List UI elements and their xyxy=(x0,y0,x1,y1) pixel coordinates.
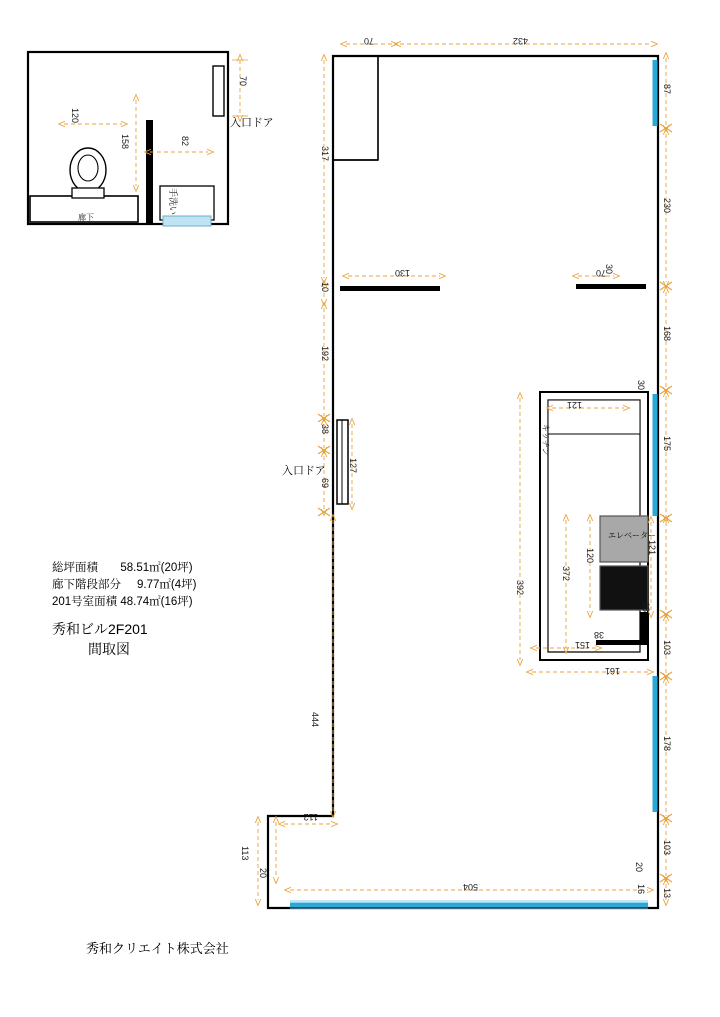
main-dim-left-69: 69 xyxy=(320,478,330,489)
inset-washbasin-label: 手洗い xyxy=(168,188,178,216)
main-dim-left-10: 10 xyxy=(320,282,330,293)
main-dim-inner-127: 127 xyxy=(348,458,358,474)
main-dim-inner-392: 392 xyxy=(515,580,525,596)
elevator-label: エレベーター xyxy=(608,531,656,540)
main-dim-right-175: 175 xyxy=(662,436,672,452)
inset-corridor-label: 廊下 xyxy=(78,213,94,222)
main-dim-right-168: 168 xyxy=(662,326,672,342)
main-dim-inner-120: 120 xyxy=(585,548,595,564)
main-dim-left-16: 16 xyxy=(636,884,646,895)
inset-entrance-door xyxy=(213,66,224,116)
area-row-total xyxy=(52,560,196,577)
page-title: 秀和ビル2F201 xyxy=(52,621,148,637)
main-dim-top-432: 432 xyxy=(512,36,528,46)
area-value-total: 58.51㎡(20坪) xyxy=(120,562,193,574)
main-dim-bottom-504: 504 xyxy=(462,882,478,892)
page-subtitle: 間取図 xyxy=(88,641,130,657)
main-dim-right-121: 121 xyxy=(647,540,657,556)
inset-plan-group xyxy=(28,52,248,226)
main-dim-inner-38: 38 xyxy=(593,630,604,640)
main-dim-inner-18: 18 xyxy=(641,602,651,613)
main-dim-left-20: 20 xyxy=(258,868,268,879)
kitchen-label: キッチン xyxy=(541,424,550,456)
main-dim-inner-70: 70 xyxy=(595,268,606,278)
area-row-room xyxy=(52,594,196,611)
main-dim-inner-151: 151 xyxy=(574,640,590,650)
area-label-corridor: 廊下階段部分 xyxy=(52,579,121,591)
main-dim-right-230: 230 xyxy=(662,198,672,214)
inset-dim-158: 158 xyxy=(120,134,130,150)
main-dim-left-317: 317 xyxy=(320,146,330,162)
main-dim-right-30b: 30 xyxy=(636,380,646,391)
main-dim-right-13: 13 xyxy=(662,888,672,899)
main-dim-left-38: 38 xyxy=(320,424,330,435)
main-dim-right-30a: 30 xyxy=(604,264,614,275)
main-dim-right-87: 87 xyxy=(662,84,672,95)
area-value-corridor: 9.77㎡(4坪) xyxy=(136,579,197,591)
main-dim-left-112: 112 xyxy=(303,812,318,822)
inset-dim-70: 70 xyxy=(238,76,248,87)
main-dim-left-192: 192 xyxy=(320,346,330,362)
area-info-block xyxy=(52,560,196,659)
main-dim-right-178: 178 xyxy=(662,736,672,752)
main-dim-left-444: 444 xyxy=(310,712,320,728)
area-value-room: 48.74㎡(16坪) xyxy=(120,596,193,608)
company-footer: 秀和クリエイト株式会社 xyxy=(86,941,229,956)
main-dim-inner-130: 130 xyxy=(394,268,410,278)
area-row-corridor xyxy=(52,577,196,594)
main-dim-left-113: 113 xyxy=(240,846,250,861)
main-dim-right-20: 20 xyxy=(634,862,644,873)
main-dim-inner-161: 161 xyxy=(604,666,620,676)
area-label-total: 総坪面積 xyxy=(52,562,98,574)
main-dim-right-103a: 103 xyxy=(662,640,672,656)
inset-dim-120: 120 xyxy=(70,108,80,124)
inset-entrance-door-label: 入口ドア xyxy=(230,117,274,129)
main-dim-top-70: 70 xyxy=(363,36,374,46)
inset-dim-82: 82 xyxy=(180,136,190,147)
main-entrance-door xyxy=(337,420,348,504)
main-dim-inner-121: 121 xyxy=(566,400,582,410)
main-entrance-door-label: 入口ドア xyxy=(282,465,326,477)
toilet-fixture xyxy=(70,148,106,198)
kitchen-area xyxy=(548,400,640,434)
area-label-room: 201号室面積 xyxy=(52,596,118,608)
main-dim-inner-372: 372 xyxy=(561,566,571,582)
main-dim-right-103b: 103 xyxy=(662,840,672,856)
